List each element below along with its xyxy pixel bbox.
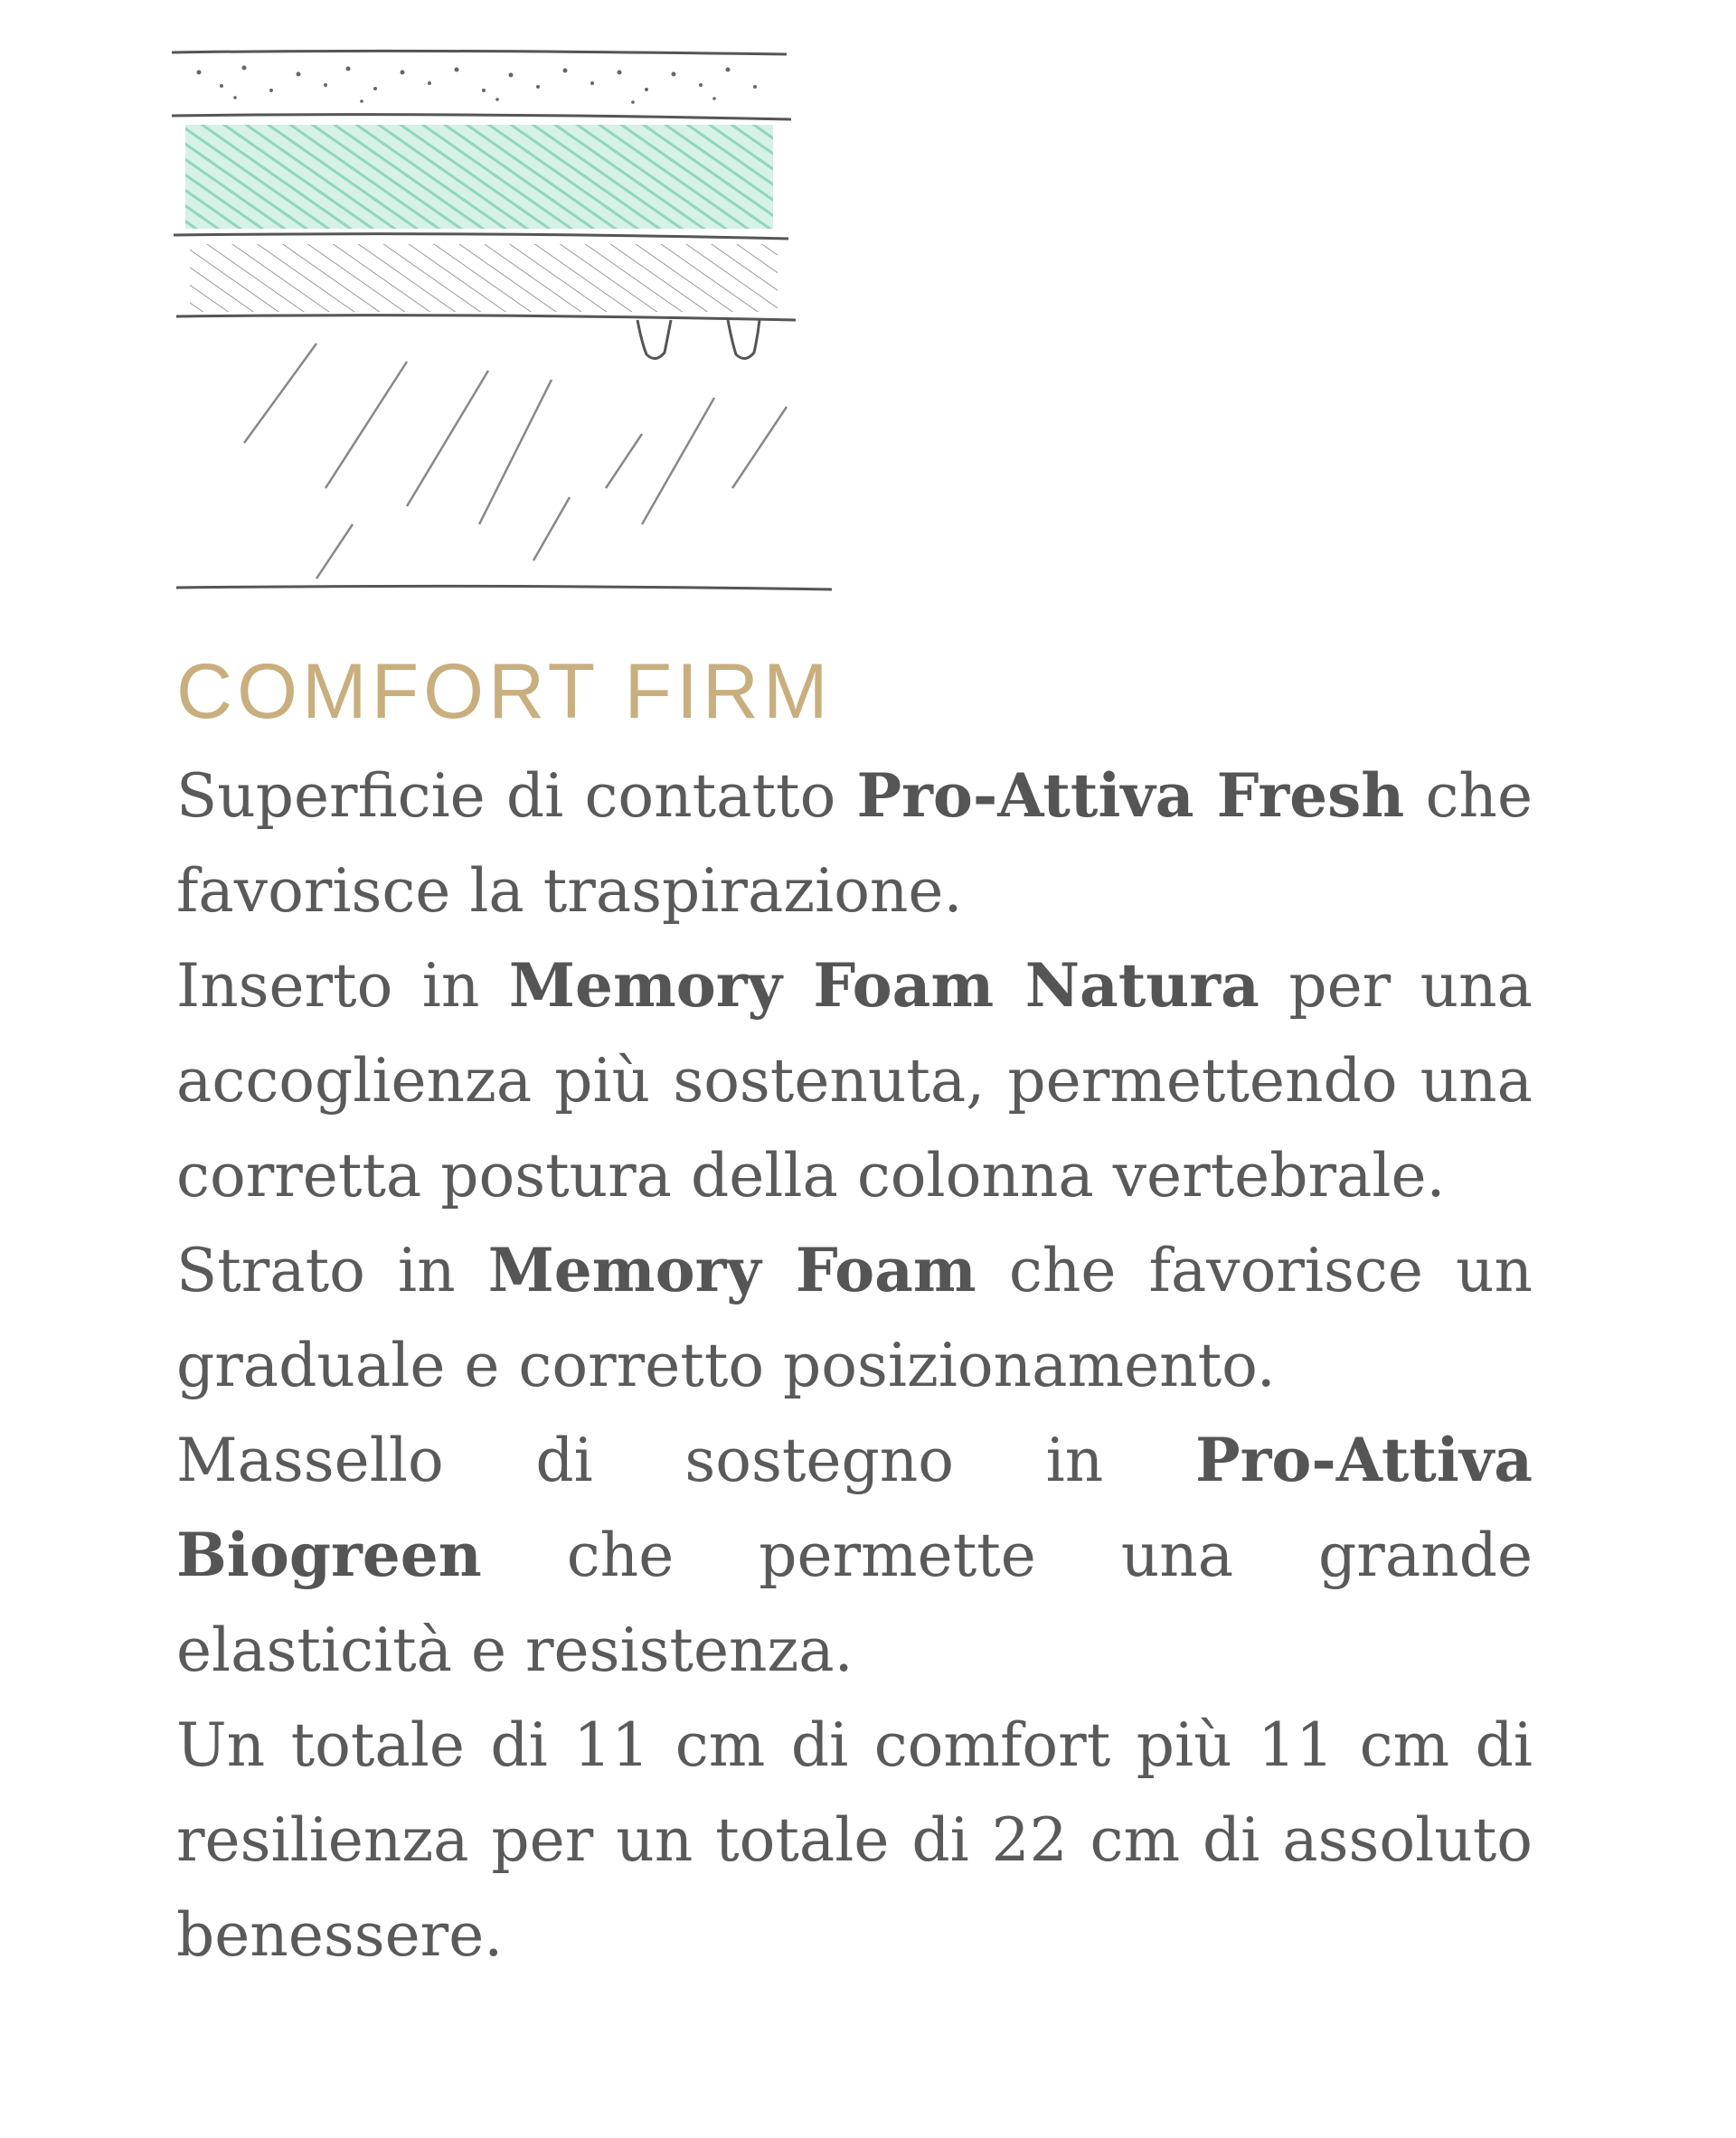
product-description [176, 749, 1533, 1983]
paragraph-layer: Strato in Memory Foam che favorisce un graduale e corretto posizionamento. [176, 1235, 1533, 1400]
material-name: Memory Foam Natura [508, 950, 1260, 1021]
paragraph-insert: Inserto in Memory Foam Natura per una accoglienza più sostenuta, permettendo una corretta postura della colonna vertebrale. [176, 950, 1533, 1210]
paragraph-support-core: Massello di sostegno in Pro-Attiva Biogreen che permette una grande elasticità e resistenza. [176, 1425, 1533, 1685]
mattress-layers-sketch-icon [136, 18, 859, 615]
product-title: COMFORT FIRM [176, 648, 833, 735]
material-name: Pro-Attiva Biogreen [176, 1425, 1533, 1590]
paragraph-contact-surface: Superficie di contatto Pro-Attiva Fresh che favorisce la traspirazione. [176, 760, 1533, 926]
paragraph-total: Un totale di 11 cm di comfort più 11 cm di resilienza per un totale di 22 cm di assoluto benessere. [176, 1710, 1533, 1970]
material-name: Memory Foam [487, 1235, 976, 1305]
material-name: Pro-Attiva Fresh [856, 760, 1405, 831]
